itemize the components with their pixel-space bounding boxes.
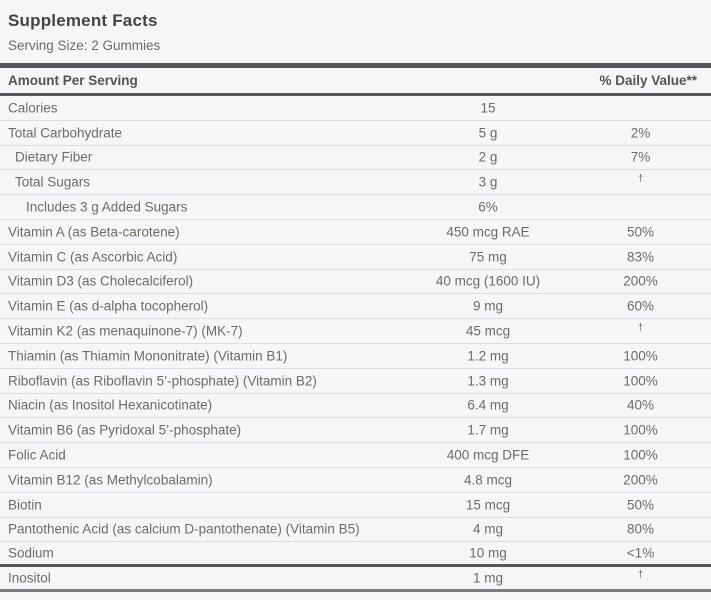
nutrient-name: Vitamin B6 (as Pyridoxal 5’-phosphate) <box>8 422 242 438</box>
table-body <box>0 96 711 592</box>
nutrient-name: Calories <box>8 100 58 116</box>
table-row <box>0 567 711 592</box>
nutrient-name: Vitamin B12 (as Methylcobalamin) <box>8 472 213 488</box>
header-daily-value: % Daily Value** <box>599 73 697 88</box>
table-row <box>0 443 711 468</box>
nutrient-daily-value: <1% <box>626 545 655 561</box>
nutrient-daily-value: 200% <box>623 273 658 289</box>
nutrient-amount: 6% <box>478 199 498 215</box>
nutrient-amount: 15 mcg <box>465 497 511 513</box>
table-row <box>0 195 711 220</box>
nutrient-name: Includes 3 g Added Sugars <box>26 199 188 215</box>
nutrient-amount: 2 g <box>478 149 498 165</box>
nutrient-name: Biotin <box>8 497 42 513</box>
nutrient-name: Total Carbohydrate <box>8 125 123 141</box>
nutrient-daily-value: † <box>637 173 644 185</box>
table-row <box>0 220 711 245</box>
nutrient-name: Vitamin A (as Beta-carotene) <box>8 224 180 240</box>
nutrient-amount: 4.8 mcg <box>463 472 513 488</box>
table-row <box>0 146 711 171</box>
nutrient-name: Riboflavin (as Riboflavin 5’-phosphate) (Vitamin B2) <box>8 373 317 389</box>
nutrient-name: Vitamin C (as Ascorbic Acid) <box>8 249 178 265</box>
nutrient-daily-value: 100% <box>623 447 658 463</box>
table-row <box>0 493 711 518</box>
nutrient-name: Vitamin D3 (as Cholecalciferol) <box>8 273 194 289</box>
nutrient-daily-value: 60% <box>626 298 655 314</box>
table-row <box>0 270 711 295</box>
nutrient-name: Niacin (as Inositol Hexanicotinate) <box>8 397 213 413</box>
nutrient-daily-value: 100% <box>623 348 658 364</box>
table-row <box>0 369 711 394</box>
nutrient-amount: 75 mg <box>469 249 507 265</box>
header-amount-per-serving: Amount Per Serving <box>8 73 138 88</box>
nutrient-name: Vitamin E (as d-alpha tocopherol) <box>8 298 209 314</box>
nutrient-daily-value: 100% <box>623 373 658 389</box>
nutrient-name: Dietary Fiber <box>15 149 93 165</box>
nutrient-daily-value: † <box>637 569 644 581</box>
nutrient-name: Sodium <box>8 545 54 561</box>
table-row <box>0 344 711 369</box>
table-row <box>0 96 711 121</box>
nutrient-amount: 6.4 mg <box>467 397 509 413</box>
panel-title: Supplement Facts <box>8 11 158 30</box>
table-row <box>0 121 711 146</box>
table-row <box>0 542 711 567</box>
nutrient-amount: 4 mg <box>472 521 503 537</box>
nutrient-daily-value: 7% <box>630 149 651 165</box>
nutrient-daily-value: 50% <box>626 497 655 513</box>
table-row <box>0 294 711 319</box>
nutrient-amount: 5 g <box>478 125 498 141</box>
table-header-row <box>0 68 711 93</box>
nutrient-name: Pantothenic Acid (as calcium D-pantothenate) (Vitamin B5) <box>8 521 360 537</box>
nutrient-amount: 1.3 mg <box>467 373 509 389</box>
nutrient-amount: 15 <box>480 100 496 116</box>
nutrient-amount: 1 mg <box>472 570 503 586</box>
nutrient-amount: 9 mg <box>472 298 503 314</box>
table-row <box>0 245 711 270</box>
nutrient-amount: 45 mcg <box>465 323 511 339</box>
table-row <box>0 170 711 195</box>
table-row <box>0 418 711 443</box>
nutrient-amount: 1.7 mg <box>467 422 509 438</box>
nutrient-daily-value: 200% <box>623 472 658 488</box>
nutrient-amount: 40 mcg (1600 IU) <box>435 273 541 289</box>
nutrient-amount: 10 mg <box>469 545 507 561</box>
nutrient-amount: 1.2 mg <box>467 348 509 364</box>
table-row <box>0 394 711 419</box>
nutrient-daily-value: 80% <box>626 521 655 537</box>
nutrient-amount: 3 g <box>478 174 498 190</box>
nutrient-name: Folic Acid <box>8 447 66 463</box>
nutrient-daily-value: 100% <box>623 422 658 438</box>
table-row <box>0 518 711 543</box>
nutrient-amount: 450 mcg RAE <box>446 224 530 240</box>
table-row <box>0 468 711 493</box>
nutrient-daily-value: 2% <box>630 125 651 141</box>
serving-size: Serving Size: 2 Gummies <box>8 38 161 53</box>
nutrient-name: Vitamin K2 (as menaquinone-7) (MK-7) <box>8 323 243 339</box>
nutrient-name: Thiamin (as Thiamin Mononitrate) (Vitamin B1) <box>8 348 288 364</box>
nutrient-name: Total Sugars <box>15 174 91 190</box>
nutrient-daily-value: † <box>637 322 644 334</box>
nutrient-name: Inositol <box>8 570 51 586</box>
nutrient-daily-value: 40% <box>626 397 655 413</box>
nutrient-amount: 400 mcg DFE <box>446 447 530 463</box>
nutrient-daily-value: 50% <box>626 224 655 240</box>
table-row <box>0 319 711 344</box>
nutrient-daily-value: 83% <box>626 249 655 265</box>
